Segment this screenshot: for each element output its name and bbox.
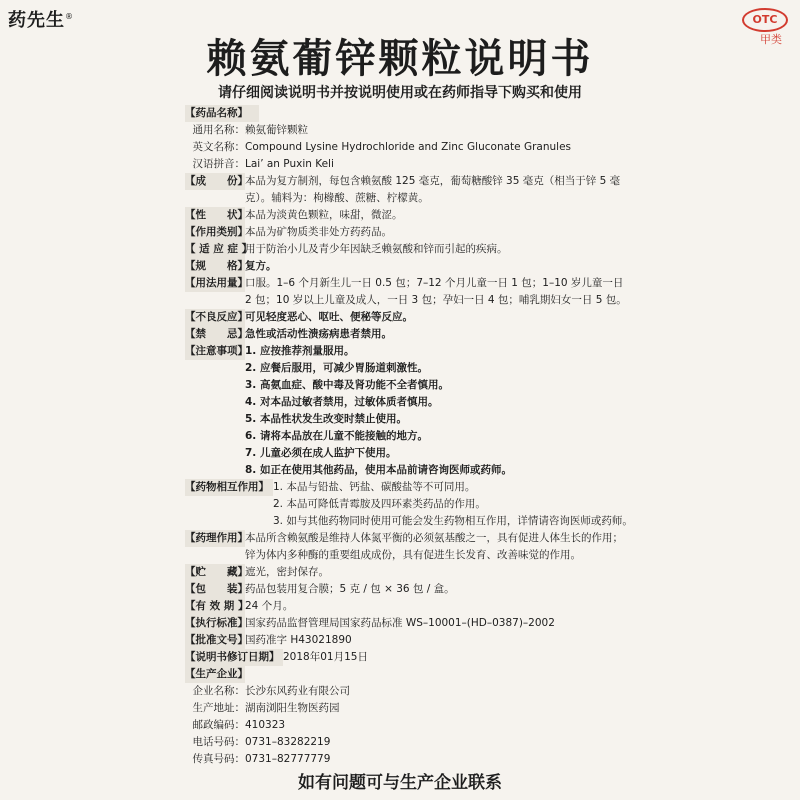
storage-value: 遮光，密封保存。 [245,566,329,578]
appearance-row [185,207,645,224]
manufacturer-field-value: 0731–83282219 [245,736,331,748]
pinyin-row [185,156,645,173]
brand-logo [8,6,74,32]
category-label: 【作用类别】 [185,224,245,241]
approval-value: 国药准字 H43021890 [245,634,352,646]
category-row [185,224,645,241]
package-label: 【包 装】 [185,581,245,598]
brand-mark: ® [65,12,74,21]
usage-line2: 2 包；10 岁以上儿童及成人，一日 3 包；孕妇一日 4 包；哺乳期妇女一日 5 包。 [245,294,627,306]
indication-row [185,241,645,258]
manufacturer-section [185,666,645,683]
common-name-label: 通用名称： [192,124,245,136]
drug-name-section [185,105,645,122]
composition-row-2 [185,190,645,207]
manufacturer-field-value: 0731–82777779 [245,753,331,765]
english-name-row [185,139,645,156]
english-name-value: Compound Lysine Hydrochloride and Zinc Gluconate Granules [245,141,571,153]
manufacturer-field [185,751,645,768]
interaction-row [185,479,645,496]
common-name-row [185,122,645,139]
pharma-line2: 锌为体内多种酶的重要组成成份，具有促进生长发育、改善味觉的作用。 [245,549,581,561]
caution-row [185,462,645,479]
contact-footer: 如有问题可与生产企业联系 [298,773,502,793]
indication-value: 用于防治小儿及青少年因缺乏赖氨酸和锌而引起的疾病。 [245,243,508,255]
package-value: 药品包装用复合膜；5 克 / 包 × 36 包 / 盒。 [245,583,455,595]
caution-item: 2. 应餐后服用，可减少胃肠道刺激性。 [245,362,428,374]
manufacturer-heading: 【生产企业】 [185,666,245,683]
caution-row [185,377,645,394]
spec-value: 复方。 [245,260,277,272]
english-name-label: 英文名称： [192,141,245,153]
interaction-item: 1. 本品与铅盐、钙盐、碳酸盐等不可同用。 [273,481,476,493]
standard-label: 【执行标准】 [185,615,245,632]
composition-line2: 克）。辅料为：枸橼酸、蔗糖、柠檬黄。 [245,192,429,204]
pinyin-label: 汉语拼音： [192,158,245,170]
interaction-row [185,496,645,513]
usage-label: 【用法用量】 [185,275,245,292]
manufacturer-field-label: 传真号码： [192,753,245,765]
manufacturer-field-value: 410323 [245,719,286,731]
composition-row [185,173,645,190]
adverse-row [185,309,645,326]
composition-label: 【成 份】 [185,173,245,190]
caution-item: 7. 儿童必须在成人监护下使用。 [245,447,397,459]
composition-line1: 本品为复方制剂，每包含赖氨酸 125 毫克，葡萄糖酸锌 35 毫克（相当于锌 5 毫 [245,175,621,187]
brand-name: 药先生 [8,10,65,31]
common-name-value: 赖氨葡锌颗粒 [245,124,308,136]
spec-row [185,258,645,275]
storage-label: 【贮 藏】 [185,564,245,581]
caution-item: 4. 对本品过敏者禁用，过敏体质者慎用。 [245,396,439,408]
manufacturer-field [185,700,645,717]
contra-value: 急性或活动性溃疡病患者禁用。 [245,328,392,340]
pharma-row [185,530,645,547]
caution-label: 【注意事项】 [185,343,245,360]
drug-name-heading: 【药品名称】 [185,105,259,122]
interaction-item: 3. 如与其他药物同时使用可能会发生药物相互作用，详情请咨询医师或药师。 [273,515,633,527]
category-value: 本品为矿物质类非处方药药品。 [245,226,392,238]
usage-row [185,275,645,292]
caution-row [185,394,645,411]
appearance-label: 【性 状】 [185,207,245,224]
revision-label: 【说明书修订日期】 [185,649,283,666]
contra-label: 【禁 忌】 [185,326,245,343]
interaction-row [185,513,645,530]
adverse-label: 【不良反应】 [185,309,245,326]
manufacturer-field-label: 生产地址： [192,702,245,714]
pharma-label: 【药理作用】 [185,530,245,547]
caution-row [185,343,645,360]
manufacturer-field-label: 电话号码： [192,736,245,748]
spec-label: 【规 格】 [185,258,245,275]
usage-line1: 口服。1–6 个月新生儿一日 0.5 包；7–12 个月儿童一日 1 包；1–10 岁儿童一日 [245,277,624,289]
pharma-row-2 [185,547,645,564]
pinyin-value: Lai’ an Puxin Keli [245,158,334,170]
manufacturer-field [185,734,645,751]
manufacturer-field-label: 邮政编码： [192,719,245,731]
manufacturer-field [185,683,645,700]
package-row [185,581,645,598]
leaflet-body [185,105,645,768]
validity-label: 【有 效 期 】 [185,598,245,615]
manufacturer-field-value: 长沙东风药业有限公司 [245,685,350,697]
caution-item: 3. 高氨血症、酸中毒及肾功能不全者慎用。 [245,379,449,391]
validity-value: 24 个月。 [245,600,294,612]
standard-value: 国家药品监督管理局国家药品标准 WS–10001–(HD–0387)–2002 [245,617,555,629]
manufacturer-field-label: 企业名称： [192,685,245,697]
pharma-line1: 本品所含赖氨酸是维持人体氮平衡的必须氨基酸之一，具有促进人体生长的作用； [245,532,623,544]
revision-row [185,649,645,666]
otc-class: 甲类 [760,33,782,46]
caution-item: 1. 应按推荐剂量服用。 [245,345,355,357]
approval-row [185,632,645,649]
contra-row [185,326,645,343]
caution-item: 5. 本品性状发生改变时禁止使用。 [245,413,407,425]
approval-label: 【批准文号】 [185,632,245,649]
caution-item: 6. 请将本品放在儿童不能接触的地方。 [245,430,428,442]
caution-row [185,428,645,445]
interaction-item: 2. 本品可降低青霉胺及四环素类药品的作用。 [273,498,486,510]
caution-row [185,360,645,377]
storage-row [185,564,645,581]
caution-row [185,411,645,428]
interaction-label: 【药物相互作用】 [185,479,273,496]
caution-item: 8. 如正在使用其他药品，使用本品前请咨询医师或药师。 [245,464,512,476]
manufacturer-field-value: 湖南浏阳生物医药园 [245,702,340,714]
adverse-value: 可见轻度恶心、呕吐、便秘等反应。 [245,311,413,323]
page-subtitle: 请仔细阅读说明书并按说明使用或在药师指导下购买和使用 [218,85,582,101]
otc-badge: OTC [742,8,788,32]
page-title: 赖氨葡锌颗粒说明书 [206,36,594,82]
standard-row [185,615,645,632]
usage-row-2 [185,292,645,309]
indication-label: 【 适 应 症 】 [185,241,245,258]
appearance-value: 本品为淡黄色颗粒，味甜，微涩。 [245,209,403,221]
validity-row [185,598,645,615]
revision-value: 2018年01月15日 [283,651,368,663]
caution-row [185,445,645,462]
manufacturer-field [185,717,645,734]
